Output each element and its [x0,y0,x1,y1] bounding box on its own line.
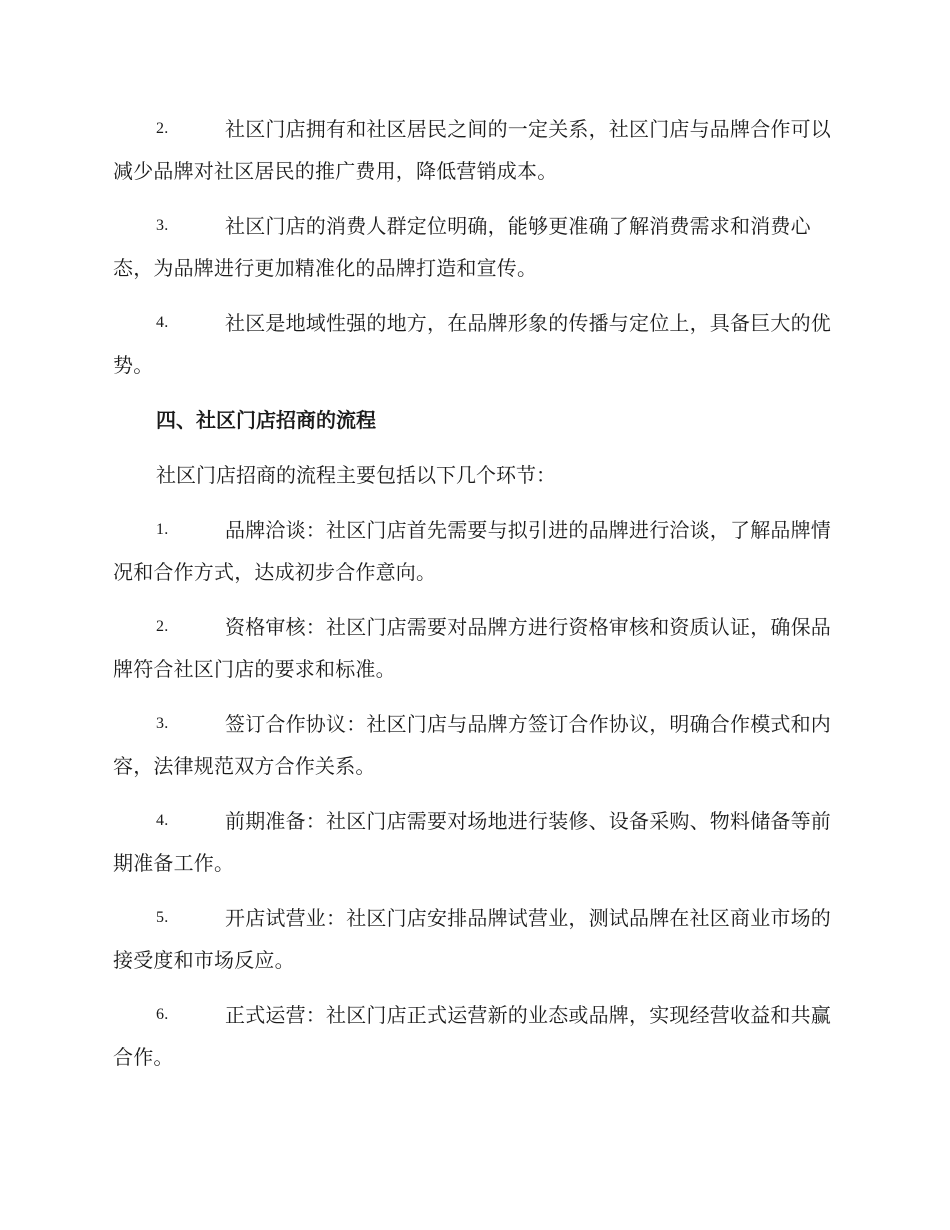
list-item [113,897,833,981]
list-item-number: 6. [156,1006,169,1023]
list-item-number: 1. [156,521,169,538]
list-item-text: 开店试营业：社区门店安排品牌试营业，测试品牌在社区商业市场的接受度和市场反应。 [113,906,831,972]
list-item [113,108,833,192]
list-item-text: 品牌洽谈：社区门店首先需要与拟引进的品牌进行洽谈，了解品牌情况和合作方式，达成初步合作意向。 [113,518,831,584]
list-item-number: 5. [156,909,169,926]
section-heading: 四、社区门店招商的流程 [156,408,376,432]
list-item-text: 签订合作协议：社区门店与品牌方签订合作协议，明确合作模式和内容，法律规范双方合作关系。 [113,712,831,778]
list-item [113,205,833,289]
list-item [113,703,833,787]
document-page [113,108,833,1091]
list-item-text: 社区门店拥有和社区居民之间的一定关系，社区门店与品牌合作可以减少品牌对社区居民的推广费用，降低营销成本。 [113,117,831,183]
list-item-text: 正式运营：社区门店正式运营新的业态或品牌，实现经营收益和共赢合作。 [113,1003,831,1069]
list-item-number: 2. [156,618,169,635]
list-item [113,800,833,884]
list-item [113,302,833,386]
list-item-number: 4. [156,812,169,829]
section-intro: 社区门店招商的流程主要包括以下几个环节： [156,463,556,487]
list-item-text: 社区是地域性强的地方，在品牌形象的传播与定位上，具备巨大的优势。 [113,311,831,377]
list-item [113,994,833,1078]
list-item [113,606,833,690]
list-item-text: 前期准备：社区门店需要对场地进行装修、设备采购、物料储备等前期准备工作。 [113,809,831,875]
list-item-number: 3. [156,217,169,234]
list-item-text: 资格审核：社区门店需要对品牌方进行资格审核和资质认证，确保品牌符合社区门店的要求和标准。 [113,615,831,681]
list-item-number: 4. [156,314,169,331]
list-item-number: 3. [156,715,169,732]
list-item-number: 2. [156,120,169,137]
list-item-text: 社区门店的消费人群定位明确，能够更准确了解消费需求和消费心态，为品牌进行更加精准化的品牌打造和宣传。 [113,214,811,280]
list-item [113,509,833,593]
